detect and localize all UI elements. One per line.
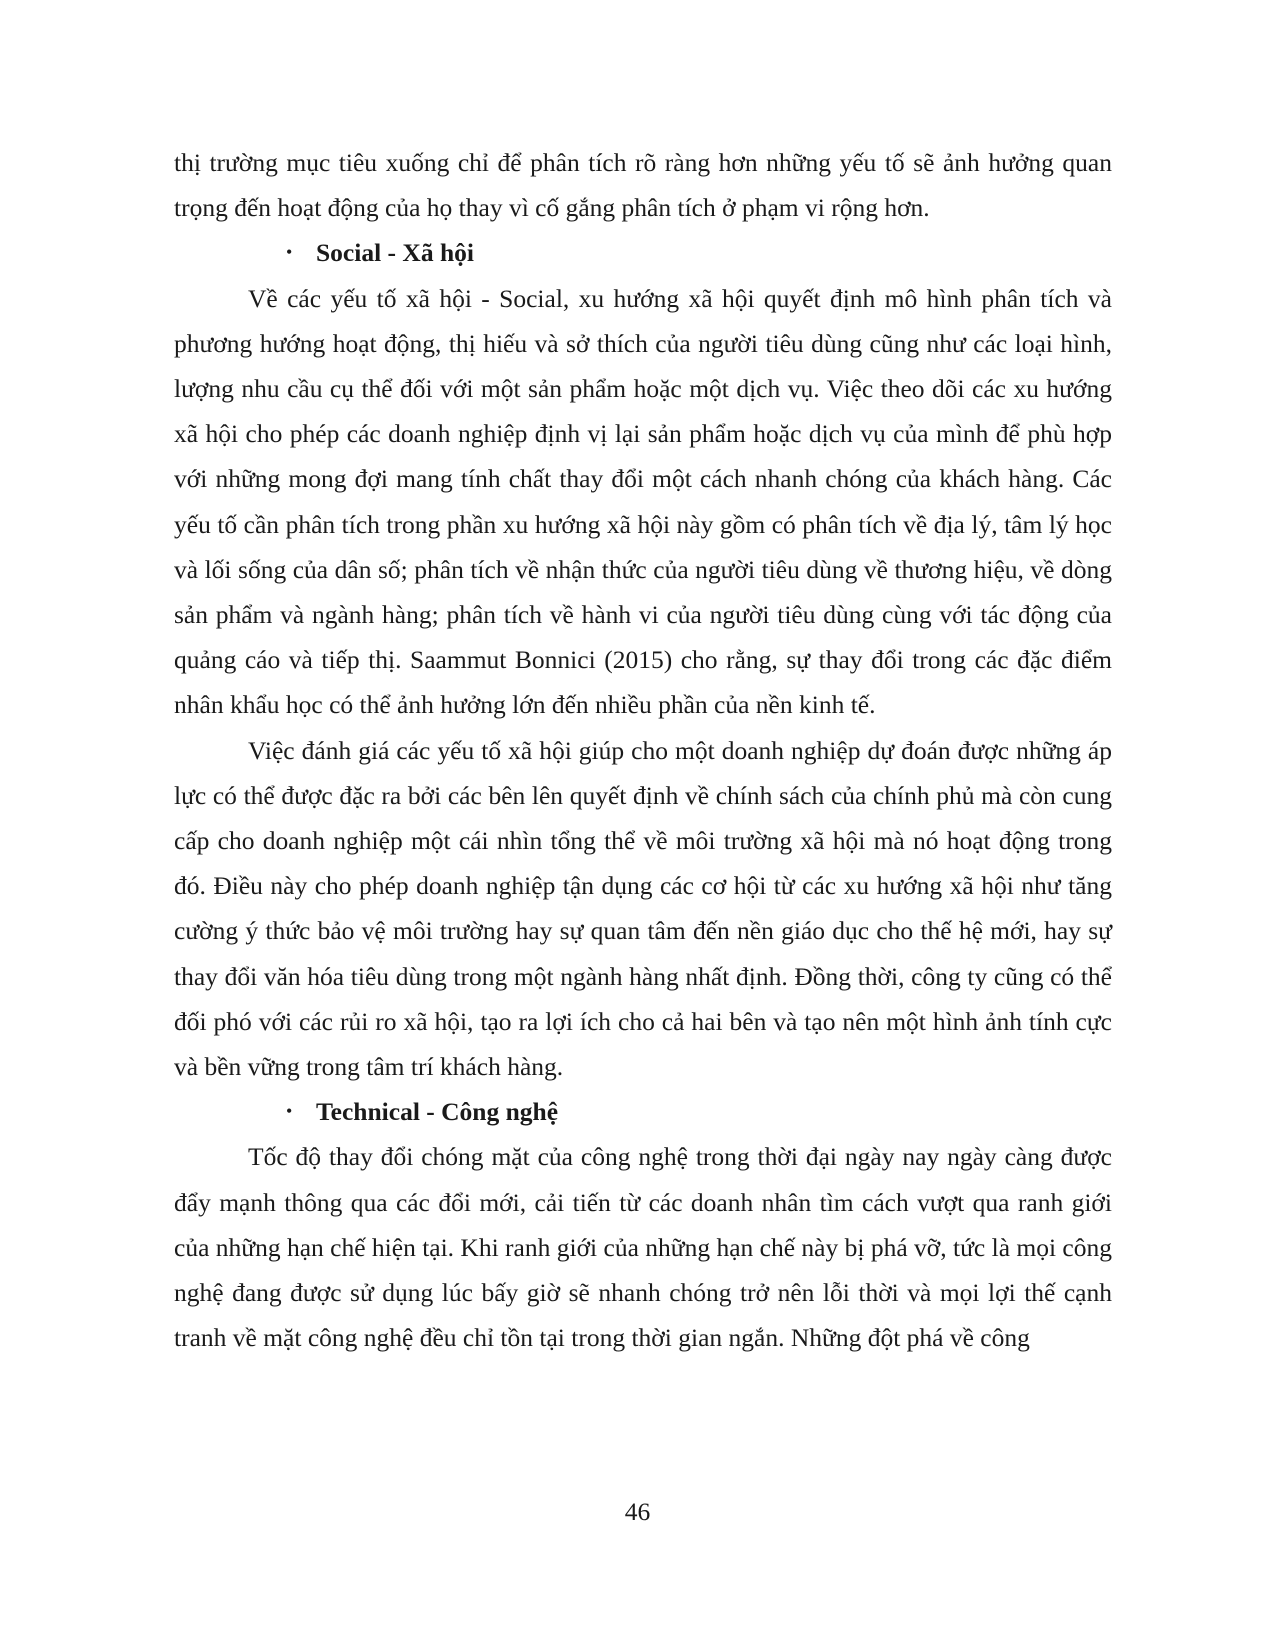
page-number: 46	[624, 1497, 651, 1526]
bullet-icon: •	[286, 242, 293, 263]
heading-technical-text: Technical - Công nghệ	[316, 1097, 559, 1127]
paragraph-social-factors: Về các yếu tố xã hội - Social, xu hướng xã hội quyết định mô hình phân tích và phương hướng hoạt động, thị hiếu và sở thích của người tiêu dùng cũng như các loại hình, lượng nhu cầu cụ thể đối với một sản phẩm hoặc một dịch vụ. Việc theo dõi các xu hướng xã hội cho phép các doanh nghiệp định vị lại sản phẩm hoặc dịch vụ của mình để phù hợp với những mong đợi mang tính chất thay đổi một cách nhanh chóng của khách hàng. Các yếu tố cần phân tích trong phần xu hướng xã hội này gồm có phân tích về địa lý, tâm lý học và lối sống của dân số; phân tích về nhận thức của người tiêu dùng về thương hiệu, về dòng sản phẩm và ngành hàng; phân tích về hành vi của người tiêu dùng cùng với tác động của quảng cáo và tiếp thị. Saammut Bonnici (2015) cho rằng, sự thay đổi trong các đặc điểm nhân khẩu học có thể ảnh hưởng lớn đến nhiều phần của nền kinh tế.	[174, 283, 1112, 720]
bullet-icon: •	[286, 1101, 293, 1122]
paragraph-technical: Tốc độ thay đổi chóng mặt của công nghệ trong thời đại ngày nay ngày càng được đẩy mạnh thông qua các đổi mới, cải tiến từ các doanh nhân tìm cách vượt qua ranh giới của những hạn chế hiện tại. Khi ranh giới của những hạn chế này bị phá vỡ, tức là mọi công nghệ đang được sử dụng lúc bấy giờ sẽ nhanh chóng trở nên lỗi thời và mọi lợi thế cạnh tranh về mặt công nghệ đều chỉ tồn tại trong thời gian ngắn. Những đột phá về công	[174, 1142, 1112, 1353]
paragraph-intro-continued: thị trường mục tiêu xuống chỉ để phân tích rõ ràng hơn những yếu tố sẽ ảnh hưởng quan trọng đến hoạt động của họ thay vì cố gắng phân tích ở phạm vi rộng hơn.	[174, 148, 1112, 223]
page-body	[174, 140, 1112, 1360]
paragraph-social-evaluation: Việc đánh giá các yếu tố xã hội giúp cho một doanh nghiệp dự đoán được những áp lực có thể được đặc ra bởi các bên lên quyết định về chính sách của chính phủ mà còn cung cấp cho doanh nghiệp một cái nhìn tổng thể về môi trường xã hội mà nó hoạt động trong đó. Điều này cho phép doanh nghiệp tận dụng các cơ hội từ các xu hướng xã hội như tăng cường ý thức bảo vệ môi trường hay sự quan tâm đến nền giáo dục cho thế hệ mới, hay sự thay đổi văn hóa tiêu dùng trong một ngành hàng nhất định. Đồng thời, công ty cũng có thể đối phó với các rủi ro xã hội, tạo ra lợi ích cho cả hai bên và tạo nên một hình ảnh tính cực và bền vững trong tâm trí khách hàng.	[174, 735, 1112, 1082]
heading-social	[174, 230, 1112, 275]
heading-social-text: Social - Xã hội	[316, 238, 474, 268]
heading-technical	[174, 1089, 1112, 1134]
